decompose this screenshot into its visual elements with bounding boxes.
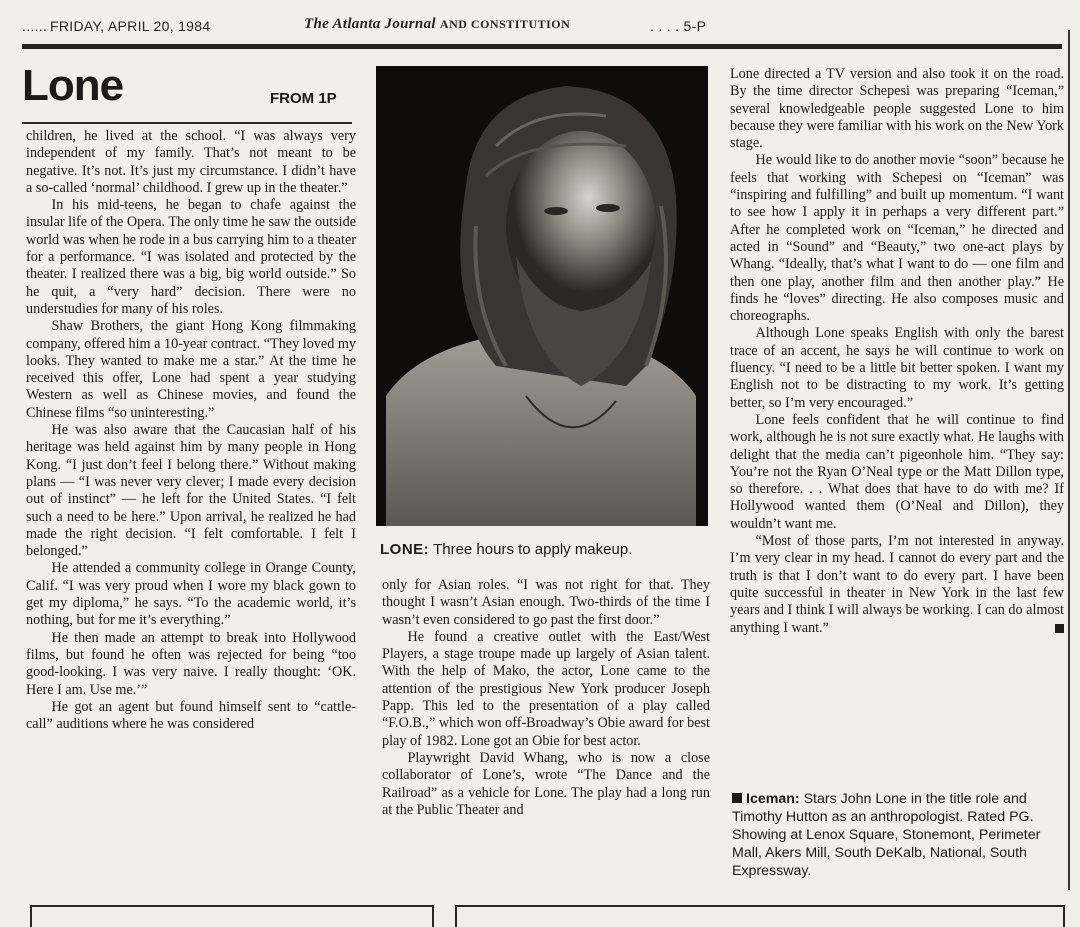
masthead-page-number: . . . . 5-P: [650, 18, 707, 34]
paragraph: Shaw Brothers, the giant Hong Kong filmmaking company, offered him a 10-year contract. “They loved my looks. They wanted to make me a star.” At the time he received this offer, Lone had spent a year studying Western as well as Chinese movies, and found the Chinese films “so uninteresting.”: [26, 318, 356, 421]
paragraph: He found a creative outlet with the East/West Players, a stage troupe made up largely of Asian talent. With the help of Mako, the actor, Lone came to the attention of the prestigious New York producer Joseph Papp. This led to the presentation of a play called “F.O.B.,” which won off-Broadway’s Obie award for best play of 1982. Lone got an Obie for best actor.: [382, 628, 710, 749]
article-column-1: [26, 128, 356, 733]
paragraph: only for Asian roles. “I was not right for that. They thought I wasn’t Asian enough. Two-thirds of the time I wasn’t even considered to go past the first door.”: [382, 577, 710, 628]
paragraph-text: “Most of those parts, I’m not interested in anyway. I’m very clear in my head. I cannot do every part and the truth is that I don’t want to do every part. I have been quite successful in theater in New York in the last few years and I think I will always be working. I can do almost anything I want.”: [730, 533, 1064, 636]
paragraph: He attended a community college in Orange County, Calif. “I was very proud when I wore my black gown to get my diploma,” he says. “To the academic world, it’s nothing, but for me it’s everything.”: [26, 560, 356, 629]
masthead-dots: ......: [22, 18, 48, 34]
info-lead: Iceman:: [746, 791, 800, 807]
movie-info-box: [732, 790, 1062, 880]
paragraph: He then made an attempt to break into Hollywood films, but found he often was rejected for being “too good-looking. I was very naive. I really thought: ‘OK. Here I am. Use me.’”: [26, 629, 356, 698]
headline: Lone: [22, 61, 124, 110]
paragraph: Although Lone speaks English with only the barest trace of an accent, he says he will continue to work on fluency. “I need to be a little bit better spoken. I want my English not to be distracting to my work. It’s getting better, so I’m very encouraged.”: [730, 325, 1064, 411]
bottom-box-right: [455, 905, 1065, 927]
masthead: [22, 14, 1062, 40]
paragraph: He would like to do another movie “soon” because he feels that working with Schepesi on “Iceman” was “inspiring and fulfilling” and built up momentum. “I want to see how I apply it in perhaps a very different part.” After he completed work on “Iceman,” he directed and acted in “Sound” and “Beauty,” two one-act plays by Whang. “Ideally, that’s what I want to do — one film and then one play, another film and then another play.” He finds he “loves” directing. He also composes music and choreographs.: [730, 152, 1064, 325]
paragraph: Lone directed a TV version and also took it on the road. By the time director Schepesi was preparing “Iceman,” several knowledgeable people suggested Lone to him because they were familiar with his work on the New York stage.: [730, 66, 1064, 152]
paragraph: He was also aware that the Caucasian half of his heritage was held against him by many people in Hong Kong. “I just don’t feel I belong there.” Without making plans — “I was never very clever; I made every decision out of instinct” — he left for the United States. “I felt such a need to be here.” Upon arrival, he realized he had made the right decision. “I felt comfortable. I felt I belonged.”: [26, 422, 356, 560]
paragraph-last: [730, 533, 1064, 637]
actor-photo-image: [376, 66, 708, 526]
paragraph: Lone feels confident that he will continue to find work, although he is not sure exactly what. He laughs with delight that the media can’t pigeonhole him. “They say: You’re not the Ryan O’Neal type or the Matt Dillon type, so therefore. . . What does that have to do with me? If Hollywood wanted them (O’Neal and Dillon), they wouldn’t want me.: [730, 411, 1064, 532]
paragraph: He got an agent but found himself sent to “cattle-call” auditions where he was considered: [26, 698, 356, 733]
bullet-square-icon: [732, 793, 742, 803]
jump-line: FROM 1P: [270, 90, 337, 107]
paper-suffix: AND CONSTITUTION: [439, 17, 571, 31]
caption-lead: LONE:: [380, 541, 430, 558]
photo-caption: [380, 541, 632, 558]
caption-text: Three hours to apply makeup.: [429, 541, 633, 558]
paper-name: The Atlanta Journal: [304, 16, 436, 32]
masthead-paper: [304, 16, 570, 33]
paragraph: Playwright David Whang, who is now a close collaborator of Lone’s, wrote “The Dance and the Railroad” as a vehicle for Lone. The play had a long run at the Public Theater and: [382, 749, 710, 818]
article-column-2: [382, 577, 710, 819]
paragraph: In his mid-teens, he began to chafe against the insular life of the Opera. The only time he saw the outside world was when he rode in a bus carrying him to a theater for a performance. “I was isolated and protected by the theater. I realized there was a big, big world outside.” So he quit, a “very hard” decision. There were no understudies for many of his roles.: [26, 197, 356, 317]
headline-rule: [22, 122, 352, 124]
paragraph: children, he lived at the school. “I was always very independent of my family. That’s not meant to be negative. It’s not. It’s just my circumstance. I didn’t have a so-called ‘normal’ childhood. I grew up in the theater.”: [26, 128, 356, 196]
actor-photo: [376, 66, 708, 526]
masthead-rule: [22, 44, 1062, 49]
bottom-box-left: [30, 905, 434, 927]
info-text: Stars John Lone in the title role and Timothy Hutton as an anthropologist. Rated PG. Showing at Lenox Square, Stonemont, Perimeter Mall, Akers Mill, South DeKalb, National, South Expressway.: [732, 791, 1041, 879]
end-mark: [1055, 624, 1064, 633]
article-column-3: [730, 66, 1064, 637]
column-rule-right: [1068, 30, 1070, 890]
masthead-date: FRIDAY, APRIL 20, 1984: [50, 18, 211, 34]
